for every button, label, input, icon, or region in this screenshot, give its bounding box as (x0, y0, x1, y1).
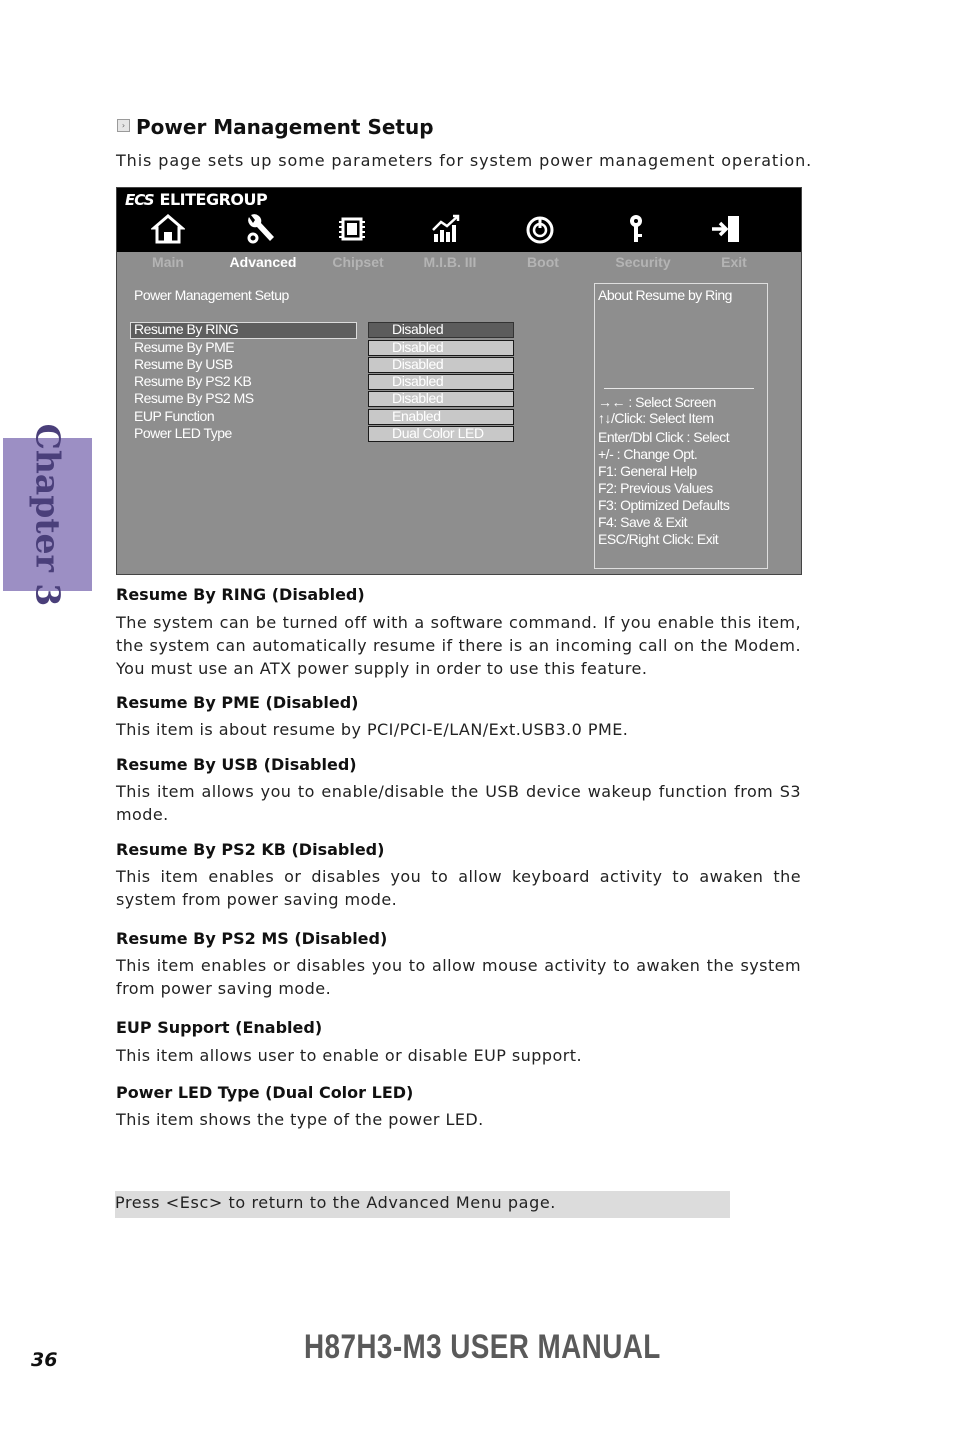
manual-title: H87H3-M3 USER MANUAL (304, 1328, 661, 1366)
desc-text-resume-usb: This item allows you to enable/disable the USB device wakeup function from S3 mode. (116, 782, 801, 824)
value-box-eup[interactable] (368, 409, 514, 425)
desc-text-eup: This item allows user to enable or disable EUP support. (116, 1046, 583, 1065)
tab-advanced[interactable]: Advanced (229, 254, 297, 270)
tab-mib[interactable]: M.I.B. III (423, 254, 477, 270)
desc-text-power-led: This item shows the type of the power LED. (116, 1110, 484, 1129)
key-icon[interactable] (619, 212, 653, 246)
tab-main[interactable]: Main (152, 254, 184, 270)
setting-label-eup[interactable]: EUP Function (134, 408, 215, 424)
chapter-tab (3, 423, 92, 606)
help-line-change-opt: +/- : Change Opt. (598, 446, 698, 462)
tab-boot[interactable]: Boot (527, 254, 559, 270)
setting-label-resume-ps2-kb[interactable]: Resume By PS2 KB (134, 373, 252, 389)
desc-text-resume-ring: The system can be turned off with a software command. If you enable this item, the system can automatically resume if there is an incoming call on the Modem. You must use an ATX power supply in order to use this feature. (116, 613, 801, 678)
bios-panel-title: Power Management Setup (134, 287, 289, 303)
setting-value-power-led: Dual Color LED (392, 425, 484, 441)
desc-text-resume-pme: This item is about resume by PCI/PCI-E/LAN/Ext.USB3.0 PME. (116, 720, 629, 739)
desc-heading-eup: EUP Support (Enabled) (116, 1018, 323, 1037)
tab-exit[interactable]: Exit (721, 254, 747, 270)
bios-top-bar (117, 188, 801, 252)
note-text: Press <Esc> to return to the Advanced Menu page. (115, 1193, 556, 1212)
setting-value-resume-usb: Disabled (392, 356, 444, 372)
setting-label-resume-ps2-ms[interactable]: Resume By PS2 MS (134, 390, 254, 406)
bios-screenshot (116, 187, 802, 575)
setting-label-power-led[interactable]: Power LED Type (134, 425, 232, 441)
setting-value-eup: Enabled (392, 408, 441, 424)
help-line-f4: F4: Save & Exit (598, 514, 687, 530)
page-number: 36 (31, 1349, 58, 1371)
section-intro: This page sets up some parameters for system power management operation. (116, 151, 813, 170)
desc-text-resume-ps2-kb: This item enables or disables you to allow keyboard activity to awaken the system from power saving mode. (116, 867, 801, 909)
tab-security[interactable]: Security (615, 254, 671, 270)
bios-logo (125, 190, 267, 209)
setting-value-resume-ring: Disabled (392, 321, 444, 337)
tab-chipset[interactable]: Chipset (332, 254, 384, 270)
desc-heading-resume-usb: Resume By USB (Disabled) (116, 755, 357, 774)
help-title: About Resume by Ring (598, 287, 732, 303)
setting-label-resume-ring[interactable]: Resume By RING (134, 321, 239, 337)
section-title: Power Management Setup (136, 115, 434, 139)
desc-text-resume-ps2-ms: This item enables or disables you to allow mouse activity to awaken the system from power saving mode. (116, 956, 801, 998)
help-line-select-screen: →← : Select Screen (598, 394, 716, 410)
help-line-f1: F1: General Help (598, 463, 697, 479)
desc-heading-resume-pme: Resume By PME (Disabled) (116, 693, 359, 712)
exit-door-icon[interactable] (709, 212, 743, 246)
setting-value-resume-ps2-kb: Disabled (392, 373, 444, 389)
chapter-tab-label: Chapter 3 (28, 423, 67, 606)
bios-logo-text: ELITEGROUP (159, 190, 268, 209)
chart-icon[interactable] (429, 212, 463, 246)
power-icon[interactable] (523, 212, 557, 246)
setting-label-resume-usb[interactable]: Resume By USB (134, 356, 233, 372)
wrench-icon[interactable] (243, 212, 277, 246)
help-divider (604, 388, 754, 389)
home-icon[interactable] (151, 212, 185, 246)
help-line-esc: ESC/Right Click: Exit (598, 531, 719, 547)
desc-heading-power-led: Power LED Type (Dual Color LED) (116, 1083, 414, 1102)
setting-value-resume-ps2-ms: Disabled (392, 390, 444, 406)
ecs-logo-mark: ECS (125, 191, 154, 209)
help-line-select-item: ↑↓/Click: Select Item (598, 410, 714, 426)
setting-value-resume-pme: Disabled (392, 339, 444, 355)
desc-heading-resume-ps2-kb: Resume By PS2 KB (Disabled) (116, 840, 385, 859)
help-line-enter: Enter/Dbl Click : Select (598, 429, 730, 445)
desc-heading-resume-ring: Resume By RING (Disabled) (116, 585, 365, 604)
help-line-f3: F3: Optimized Defaults (598, 497, 730, 513)
chip-icon[interactable] (335, 212, 369, 246)
desc-heading-resume-ps2-ms: Resume By PS2 MS (Disabled) (116, 929, 388, 948)
note-bar (115, 1191, 730, 1218)
section-marker-icon: › (117, 119, 130, 132)
setting-label-resume-pme[interactable]: Resume By PME (134, 339, 235, 355)
help-line-f2: F2: Previous Values (598, 480, 713, 496)
